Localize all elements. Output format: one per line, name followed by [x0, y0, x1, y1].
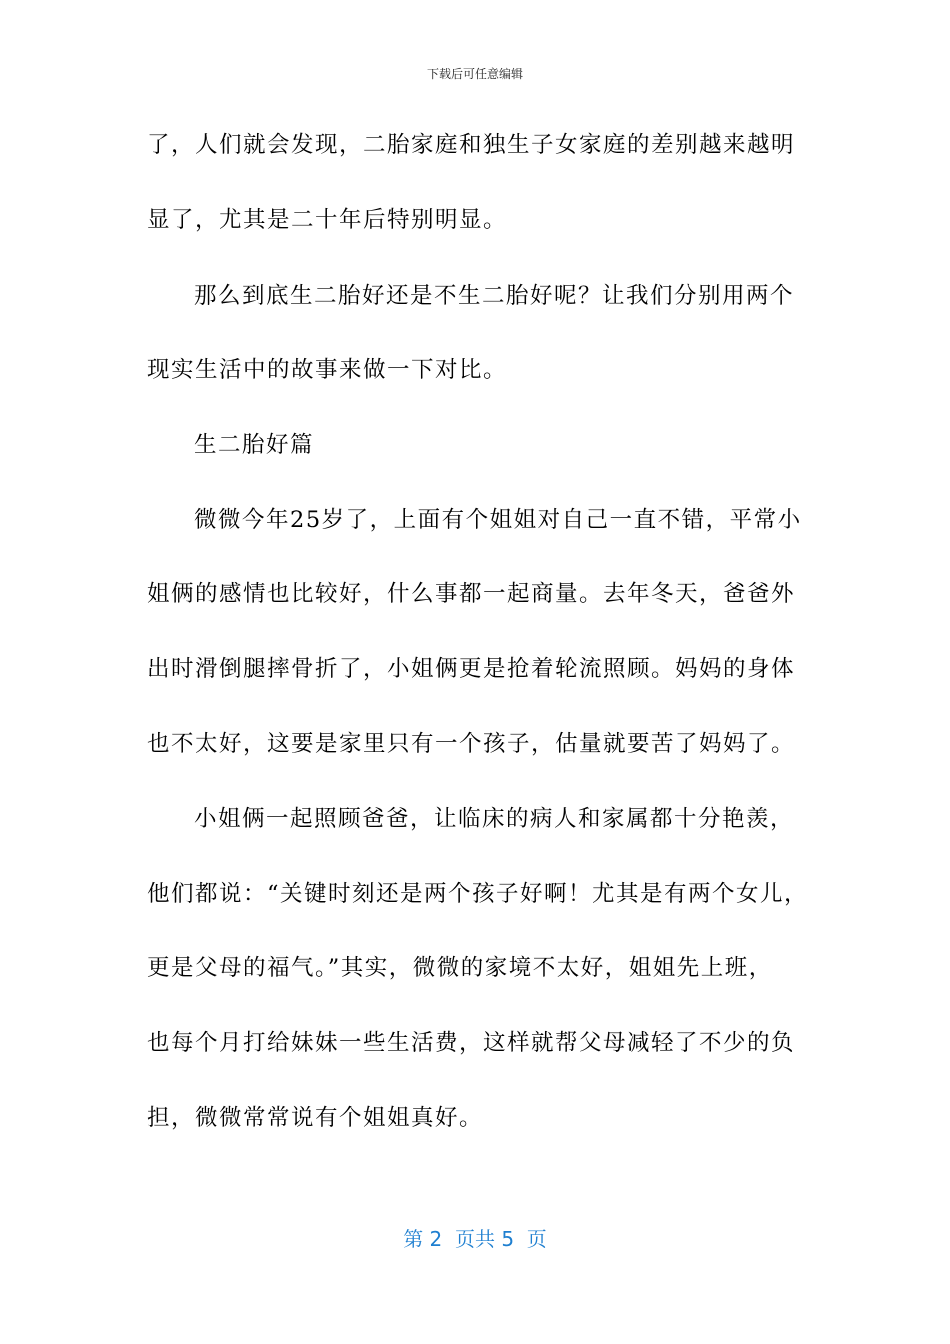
body-line: 他们都说：“关键时刻还是两个孩子好啊！尤其是有两个女儿，: [147, 881, 809, 907]
body-line: 担，微微常常说有个姐姐真好。: [147, 1105, 484, 1131]
page-number-footer: 第 2 页共 5 页: [403, 1227, 547, 1251]
body-line: 显了，尤其是二十年后特别明显。: [147, 207, 508, 233]
body-line: 姐俩的感情也比较好，什么事都一起商量。去年冬天，爸爸外: [147, 581, 796, 607]
body-line: 现实生活中的故事来做一下对比。: [147, 357, 508, 383]
body-line: 更是父母的福气。”其实，微微的家境不太好，姐姐先上班，: [147, 955, 773, 981]
body-line: 微微今年25岁了，上面有个姐姐对自己一直不错，平常小: [194, 507, 802, 533]
body-line: 小姐俩一起照顾爸爸，让临床的病人和家属都十分艳羡，: [194, 806, 795, 832]
body-line: 那么到底生二胎好还是不生二胎好呢？让我们分别用两个: [194, 283, 795, 309]
body-line: 了，人们就会发现，二胎家庭和独生子女家庭的差别越来越明: [147, 132, 796, 158]
body-line: 也不太好，这要是家里只有一个孩子，估量就要苦了妈妈了。: [147, 731, 796, 757]
section-heading: 生二胎好篇: [194, 432, 315, 458]
page-header: 下载后可任意编辑: [426, 67, 523, 81]
body-line: 出时滑倒腿摔骨折了，小姐俩更是抢着轮流照顾。妈妈的身体: [147, 656, 796, 682]
body-line: 也每个月打给妹妹一些生活费，这样就帮父母减轻了不少的负: [147, 1030, 796, 1056]
